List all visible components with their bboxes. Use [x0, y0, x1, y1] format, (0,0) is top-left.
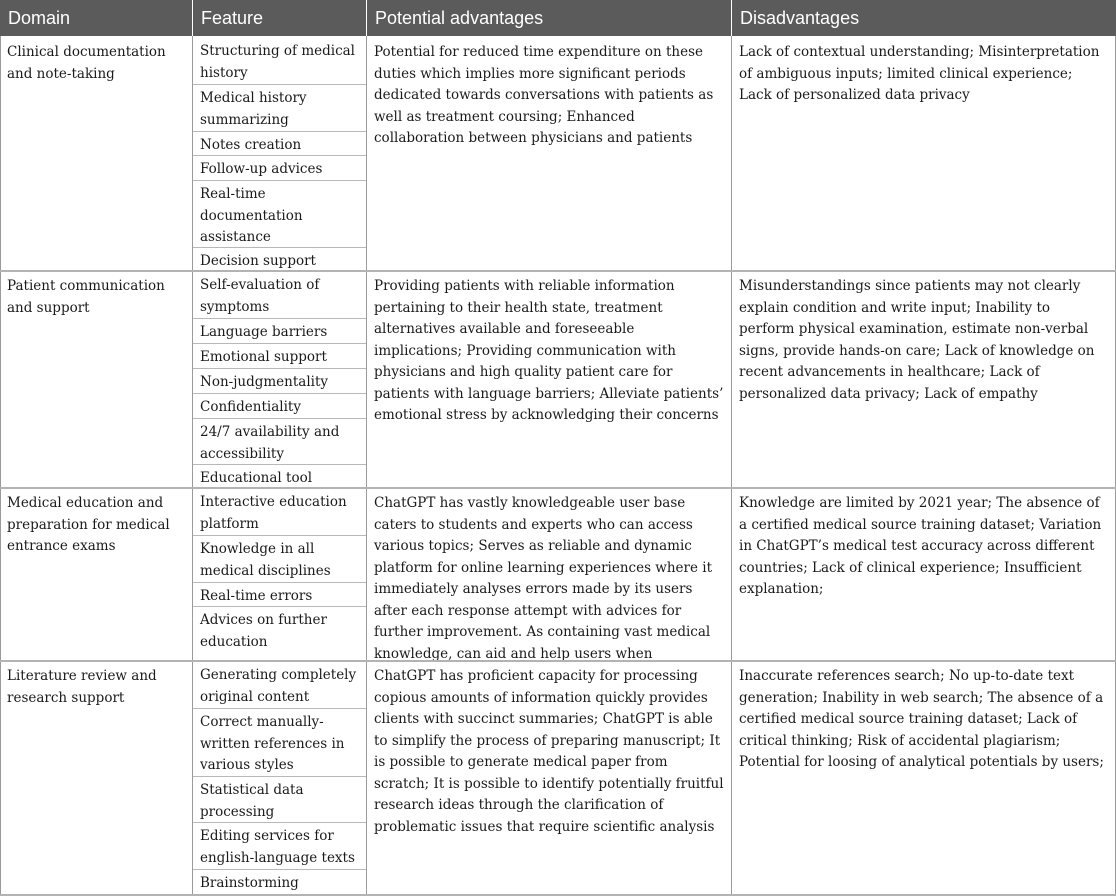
feature-cell: Structuring of medical history: [200, 43, 355, 81]
feature-cell: Self-evaluation of symptoms: [200, 277, 320, 315]
disadvantages-cell: Knowledge are limited by 2021 year; The absence of a certified medical source training dataset; Variation in ChatGPT’s medical test accuracy across different countries; Lack of clinical experience; Insufficient explanation;: [739, 495, 1102, 597]
header-potential-advantages: Potential advantages: [367, 0, 731, 36]
feature-cell: Real-time errors: [200, 588, 313, 604]
domain-cell: Patient communication and support: [7, 278, 165, 316]
disadvantages-cell: Misunderstandings since patients may not clearly explain condition and write input; Inability to perform physical examination, estimate non-verbal signs, provide hands-on care; Lack of knowledge on recent advancements in healthcare; Lack of personalized data privacy; Lack of empathy: [739, 278, 1095, 402]
feature-cell: Correct manually-written references in various styles: [200, 714, 345, 773]
disadvantages-cell: Inaccurate references search; No up-to-date text generation; Inability in web search; The absence of a certified medical source training dataset; Lack of critical thinking; Risk of accidental plagiarism; Potential for loosing of analytical potentials by users;: [739, 668, 1104, 770]
feature-cell: Decision support: [200, 253, 316, 269]
feature-cell: Brainstorming: [200, 875, 299, 891]
advantages-cell: ChatGPT has proficient capacity for processing copious amounts of information quickly provides clients with succinct summaries; ChatGPT is able to simplify the process of preparing manuscript; It is possible to generate medical paper from scratch; It is possible to identify potentially fruitful research ideas through the clarification of problematic issues that require scientific analysis: [374, 668, 724, 835]
feature-cell: Real-time documentation assistance: [200, 186, 303, 245]
advantages-cell: ChatGPT has vastly knowledgeable user base caters to students and experts who can access various topics; Serves as reliable and dynamic platform for online learning experiences where it immediately analyses errors made by its users after each response attempt with advices for further improvement. As containing vast medical knowledge, can aid and help users when: [374, 495, 713, 660]
feature-cell: Medical history summarizing: [200, 90, 307, 128]
header-domain: Domain: [0, 0, 192, 36]
domain-cell: Literature review and research support: [7, 668, 157, 706]
feature-cell: Interactive education platform: [200, 494, 347, 532]
feature-cell: Knowledge in all medical disciplines: [200, 541, 331, 579]
header-disadvantages: Disadvantages: [732, 0, 1116, 36]
domain-cell: Clinical documentation and note-taking: [7, 44, 166, 82]
advantages-cell: Providing patients with reliable information pertaining to their health state, treatment alternatives available and foreseeable implications; Providing communication with physicians and high quality patient care for patients with language barriers; Alleviate patients’ emotional stress by acknowledging their concerns: [374, 278, 724, 423]
feature-cell: Editing services for english-language texts: [200, 828, 355, 866]
feature-cell: Notes creation: [200, 137, 302, 153]
feature-cell: Follow-up advices: [200, 161, 323, 177]
header-feature: Feature: [193, 0, 366, 36]
feature-cell: Educational tool: [200, 470, 313, 486]
feature-cell: Statistical data processing: [200, 782, 304, 820]
feature-cell: Language barriers: [200, 324, 328, 340]
advantages-cell: Potential for reduced time expenditure on these duties which implies more significant periods dedicated towards conversations with patients as well as treatment coursing; Enhanced collaboration between physicians and patients: [374, 44, 714, 146]
feature-cell: Confidentiality: [200, 399, 301, 415]
feature-cell: Emotional support: [200, 349, 327, 365]
disadvantages-cell: Lack of contextual understanding; Misinterpretation of ambiguous inputs; limited clinical experience; Lack of personalized data privacy: [739, 44, 1100, 103]
feature-cell: Advices on further education: [200, 612, 327, 650]
feature-cell: Generating completely original content: [200, 667, 357, 705]
feature-cell: 24/7 availability and accessibility: [200, 424, 340, 462]
feature-cell: Non-judgmentality: [200, 374, 329, 390]
domain-cell: Medical education and preparation for medical entrance exams: [7, 495, 170, 554]
